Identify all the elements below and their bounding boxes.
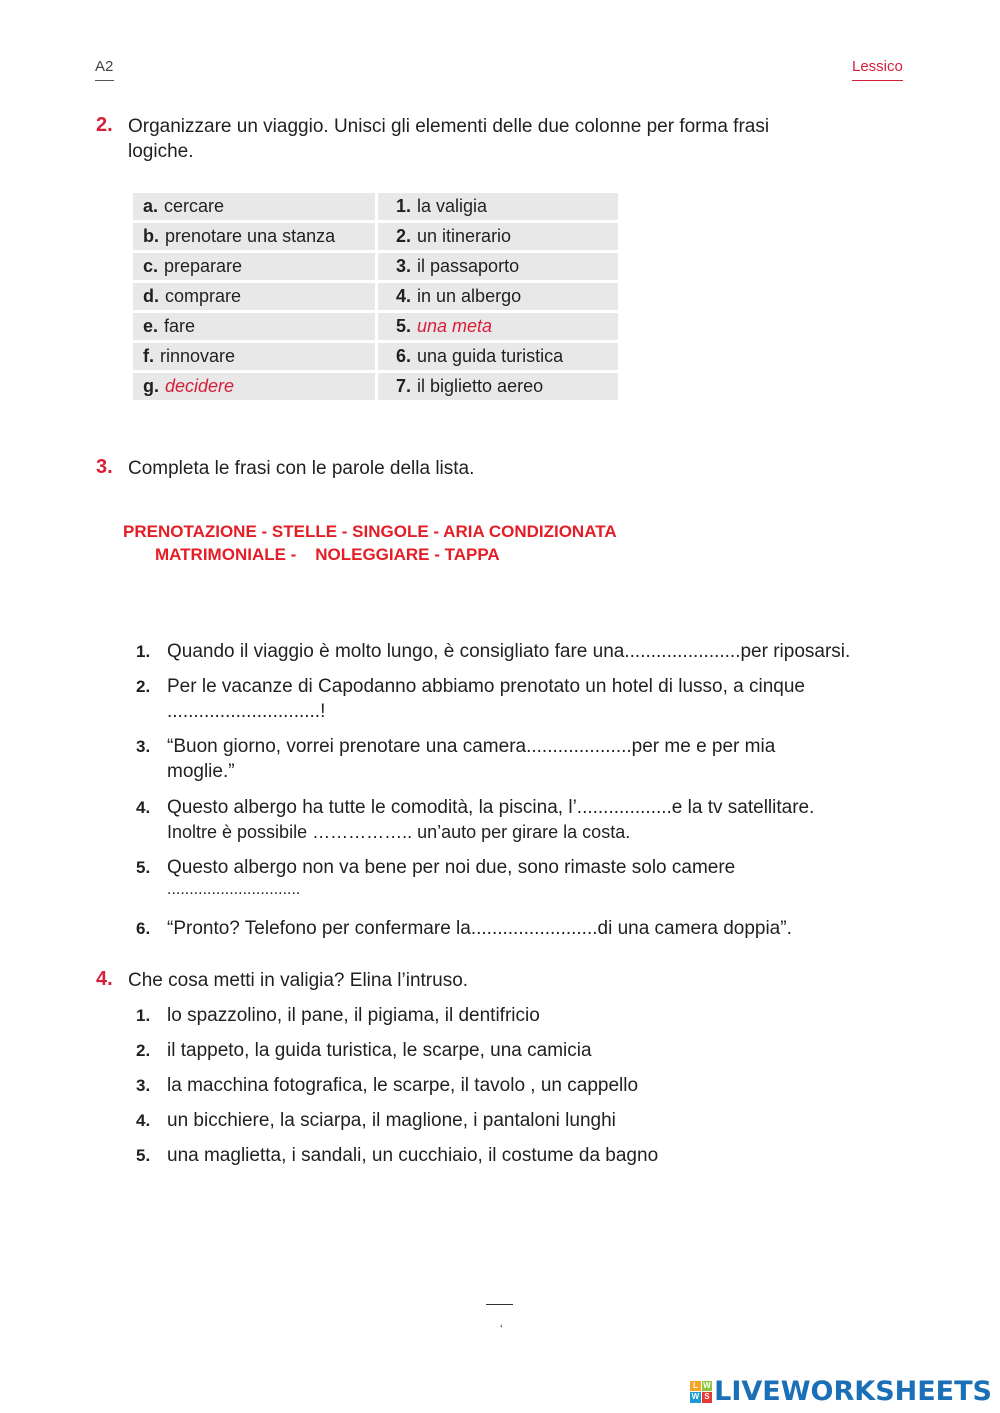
word-list-line-2: MATRIMONIALE - NOLEGGIARE - TAPPA [155, 545, 500, 564]
sentence-text[interactable]: Questo albergo ha tutte le comodità, la piscina, l’..................e la tv satellitare. [167, 797, 815, 818]
match-right-cell[interactable]: 3. il passaporto [378, 253, 618, 280]
sentence-text[interactable]: “Pronto? Telefono per confermare la........................di una camera doppia”. [167, 918, 792, 939]
list-item: 4. un bicchiere, la sciarpa, il maglione, i pantaloni lunghi [136, 1110, 616, 1131]
section-label: Lessico [852, 58, 903, 75]
match-left-cell[interactable]: c. preparare [133, 253, 375, 280]
liveworksheets-icon: L W W S [691, 1380, 711, 1401]
sentence-item: 1. Quando il viaggio è molto lungo, è consigliato fare una......................per riposarsi. [136, 641, 851, 662]
list-item: 1. lo spazzolino, il pane, il pigiama, il dentifricio [136, 1005, 540, 1026]
liveworksheets-wordmark: LIVEWORKSHEETS [714, 1376, 992, 1407]
sentence-text[interactable]: Quando il viaggio è molto lungo, è consigliato fare una......................per riposarsi. [167, 641, 851, 662]
example-answer: una meta [417, 316, 493, 336]
example-answer: decidere [165, 376, 235, 396]
matching-table [130, 190, 621, 403]
exercise-2-number: 2. [96, 114, 113, 136]
match-row [133, 313, 618, 340]
match-row [133, 193, 618, 220]
match-right-cell[interactable]: 4. in un albergo [378, 283, 618, 310]
sentence-text[interactable]: “Buon giorno, vorrei prenotare una camera....................per me e per mia [167, 736, 776, 757]
list-item-text[interactable]: la macchina fotografica, le scarpe, il tavolo , un cappello [167, 1075, 639, 1096]
match-row [133, 223, 618, 250]
match-right-cell[interactable]: 1. la valigia [378, 193, 618, 220]
exercise-3-number: 3. [96, 456, 113, 478]
match-right-cell[interactable]: 2. un itinerario [378, 223, 618, 250]
section-underline [852, 80, 903, 81]
page-footer-line [486, 1304, 513, 1305]
match-right-cell[interactable]: 7. il biglietto aereo [378, 373, 618, 400]
list-item-text[interactable]: una maglietta, i sandali, un cucchiaio, il costume da bagno [167, 1145, 659, 1166]
list-item: 2. il tappeto, la guida turistica, le scarpe, una camicia [136, 1040, 592, 1061]
word-list-line-1: PRENOTAZIONE - STELLE - SINGOLE - ARIA CONDIZIONATA [123, 522, 617, 541]
match-row [133, 373, 618, 400]
sentence-item: 6. “Pronto? Telefono per confermare la........................di una camera doppia”. [136, 918, 792, 939]
sentence-blank[interactable]: .............................! [167, 701, 326, 722]
sentence-blank[interactable]: .............................. [167, 881, 301, 898]
sentence-item: 5. Questo albergo non va bene per noi due, sono rimaste solo camere .............................. [136, 857, 736, 898]
match-right-cell[interactable]: 5. una meta [378, 313, 618, 340]
list-item: 5. una maglietta, i sandali, un cucchiaio, il costume da bagno [136, 1145, 659, 1166]
match-right-cell[interactable]: 6. una guida turistica [378, 343, 618, 370]
match-row [133, 343, 618, 370]
match-left-cell[interactable]: b. prenotare una stanza [133, 223, 375, 250]
exercise-2-instruction-line2: logiche. [128, 141, 194, 162]
exercise-4-instruction: Che cosa metti in valigia? Elina l’intruso. [128, 970, 469, 991]
sentence-item: 4. Questo albergo ha tutte le comodità, la piscina, l’..................e la tv satellitare. Inoltre è possibile …………….. un’auto per girare la costa. [136, 795, 814, 845]
page-footer-mark: ‘ [500, 1322, 503, 1336]
list-item-text[interactable]: il tappeto, la guida turistica, le scarpe, una camicia [167, 1040, 592, 1061]
list-item: 3. la macchina fotografica, le scarpe, il tavolo , un cappello [136, 1075, 639, 1096]
exercise-4-number: 4. [96, 968, 113, 990]
sentence-text: Questo albergo non va bene per noi due, sono rimaste solo camere [167, 857, 736, 878]
match-left-cell[interactable]: f. rinnovare [133, 343, 375, 370]
sentence-item: 3. “Buon giorno, vorrei prenotare una camera....................per me e per mia moglie.” [136, 736, 776, 782]
match-left-cell[interactable]: a. cercare [133, 193, 375, 220]
match-left-cell[interactable]: d. comprare [133, 283, 375, 310]
level-underline [95, 80, 114, 81]
list-item-text[interactable]: lo spazzolino, il pane, il pigiama, il dentifricio [167, 1005, 540, 1026]
sentence-text: Per le vacanze di Capodanno abbiamo prenotato un hotel di lusso, a cinque [167, 676, 805, 697]
match-row [133, 283, 618, 310]
match-row [133, 253, 618, 280]
exercise-2-instruction [128, 114, 769, 164]
liveworksheets-logo [690, 1376, 992, 1407]
exercise-2-instruction-line1: Organizzare un viaggio. Unisci gli elementi delle due colonne per forma frasi [128, 116, 770, 137]
sentence-text-cont[interactable]: Inoltre è possibile …………….. un’auto per girare la costa. [167, 822, 631, 842]
match-left-cell[interactable]: g. decidere [133, 373, 375, 400]
exercise-3-instruction: Completa le frasi con le parole della lista. [128, 458, 475, 479]
list-item-text[interactable]: un bicchiere, la sciarpa, il maglione, i pantaloni lunghi [167, 1110, 616, 1131]
match-left-cell[interactable]: e. fare [133, 313, 375, 340]
sentence-text-cont: moglie.” [167, 761, 235, 782]
sentence-item: 2. Per le vacanze di Capodanno abbiamo prenotato un hotel di lusso, a cinque .............................! [136, 676, 805, 722]
level-label: A2 [95, 58, 114, 75]
